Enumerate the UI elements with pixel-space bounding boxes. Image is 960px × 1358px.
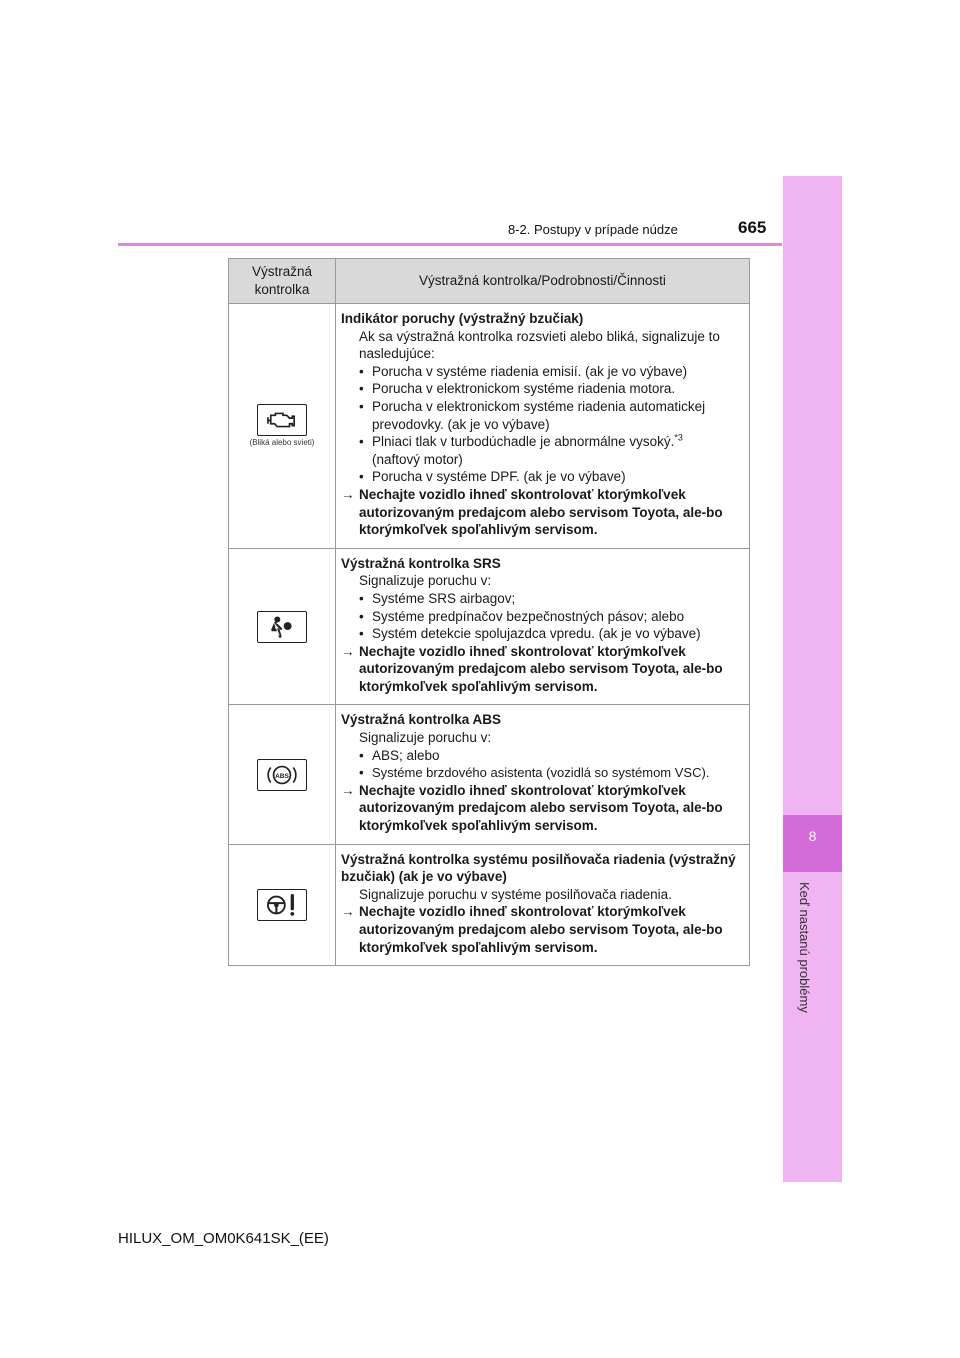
row-intro: Signalizuje poruchu v: xyxy=(359,730,492,746)
chapter-number: 8 xyxy=(808,828,817,844)
list-item: • Porucha v systéme riadenia emisií. (ak je vo výbave) xyxy=(359,363,688,379)
warning-lights-table xyxy=(228,258,750,966)
details-cell xyxy=(336,304,750,549)
table-header-row xyxy=(229,259,750,304)
row-intro: Signalizuje poruchu v: xyxy=(359,573,492,589)
details-cell xyxy=(336,844,750,966)
row-intro: Signalizuje poruchu v systéme posilňovača riadenia. xyxy=(359,886,672,902)
table-row xyxy=(229,548,750,705)
row-action: → Nechajte vozidlo ihneď skontrolovať ktorýmkoľvek autorizovaným predajcom alebo servisom Toyota, ale-bo ktorýmkoľvek spoľahlivým servisom. xyxy=(341,486,723,538)
list-item: • Systéme brzdového asistenta (vozidlá so systémom VSC). xyxy=(359,765,710,781)
icon-note: (Bliká alebo svieti) xyxy=(249,438,315,448)
row-title: Výstražná kontrolka systému posilňovača riadenia (výstražný bzučiak) (ak je vo výbave) xyxy=(341,851,736,885)
row-title: Výstražná kontrolka ABS xyxy=(341,712,502,728)
row-intro: Ak sa výstražná kontrolka rozsvieti alebo bliká, signalizuje to nasledujúce: xyxy=(359,328,720,362)
list-item: • Plniaci tlak v turbodúchadle je abnormálne vysoký.$^{*3}$ (naftový motor) xyxy=(359,432,683,467)
check-engine-icon xyxy=(257,404,307,436)
page-number: 665 xyxy=(738,218,767,237)
row-action: → Nechajte vozidlo ihneď skontrolovať ktorýmkoľvek autorizovaným predajcom alebo servisom Toyota, ale-bo ktorýmkoľvek spoľahlivým servisom. xyxy=(341,782,723,834)
header-rule xyxy=(118,243,782,246)
abs-icon xyxy=(257,759,307,791)
list-item: • Systéme predpínačov bezpečnostných pásov; alebo xyxy=(359,608,685,624)
chapter-side-tab xyxy=(783,176,842,1182)
row-action: → Nechajte vozidlo ihneď skontrolovať ktorýmkoľvek autorizovaným predajcom alebo servisom Toyota, ale-bo ktorýmkoľvek spoľahlivým servisom. xyxy=(341,643,723,694)
list-item: • Porucha v elektronickom systéme riadenia motora. xyxy=(359,381,676,397)
table-row xyxy=(229,705,750,844)
details-cell xyxy=(336,705,750,844)
row-action: → Nechajte vozidlo ihneď skontrolovať ktorýmkoľvek autorizovaným predajcom alebo servisom Toyota, ale-bo ktorýmkoľvek spoľahlivým servisom. xyxy=(341,904,723,955)
list-item: • Porucha v elektronickom systéme riadenia automatickej prevodovky. (ak je vo výbave) xyxy=(359,398,706,432)
section-title: 8-2. Postupy v prípade núdze xyxy=(508,222,678,237)
row-title: Indikátor poruchy (výstražný bzučiak) xyxy=(341,311,584,326)
row-title: Výstražná kontrolka SRS xyxy=(341,555,501,571)
column-header-details: Výstražná kontrolka/Podrobnosti/Činnosti xyxy=(336,259,750,304)
column-header-light: Výstražná kontrolka xyxy=(229,259,336,304)
icon-cell xyxy=(229,304,336,549)
chapter-title: Keď nastanú problémy xyxy=(797,882,812,1013)
icon-cell xyxy=(229,844,336,966)
icon-cell xyxy=(229,548,336,705)
footnote-ref: *3 xyxy=(674,432,683,443)
power-steering-warning-icon xyxy=(257,889,307,921)
list-item: • ABS; alebo xyxy=(359,747,440,763)
svg-text:ABS: ABS xyxy=(275,772,289,780)
icon-cell xyxy=(229,705,336,844)
table-row xyxy=(229,844,750,966)
list-item: • Systéme SRS airbagov; xyxy=(359,590,516,606)
details-cell xyxy=(336,548,750,705)
table-row xyxy=(229,304,750,549)
list-item: • Porucha v systéme DPF. (ak je vo výbave) xyxy=(359,469,626,485)
list-item: • Systém detekcie spolujazdca vpredu. (ak je vo výbave) xyxy=(359,626,701,642)
document-id: HILUX_OM_OM0K641SK_(EE) xyxy=(118,1230,329,1247)
srs-airbag-icon xyxy=(257,611,307,643)
